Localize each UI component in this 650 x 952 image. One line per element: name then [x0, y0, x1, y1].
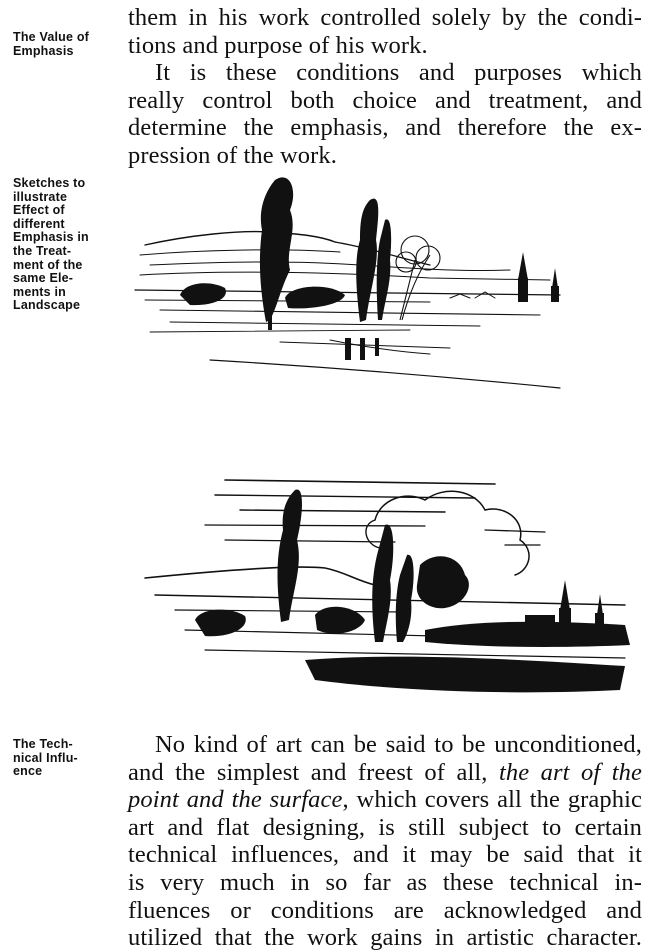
text-line: determine the emphasis, and therefore the ex-	[128, 114, 642, 142]
landscape-sketch-bold	[145, 470, 640, 715]
margin-note-line: the Treat-	[13, 243, 72, 258]
margin-note-technical-influence	[13, 738, 78, 779]
margin-note-line: Landscape	[13, 298, 81, 313]
text-line: them in his work controlled solely by the condi-	[128, 4, 642, 31]
margin-note-line: nical Influ-	[13, 750, 78, 765]
text-line: It is these conditions and purposes which	[155, 59, 642, 87]
margin-note-line: ment of the	[13, 257, 83, 272]
text-line: tions and purpose of his work.	[128, 31, 428, 59]
top-paragraph	[128, 4, 642, 170]
margin-note-line: ments in	[13, 284, 66, 299]
text-line: art and flat designing, is still subject to certain	[128, 813, 642, 841]
text-line	[128, 786, 642, 814]
margin-note-line: ence	[13, 764, 43, 779]
text-line: No kind of art can be said to be unconditioned,	[155, 731, 642, 758]
text-line: fluences or conditions are acknowledged and	[128, 896, 642, 924]
margin-note-line: The Value of	[13, 30, 90, 44]
margin-note-line: same Ele-	[13, 271, 74, 286]
margin-note-line: Emphasis	[13, 43, 74, 58]
text-line: pression of the work.	[128, 141, 337, 169]
text-segment: , which covers all the graphic	[342, 786, 642, 814]
margin-note-line: Sketches to	[13, 176, 86, 190]
margin-note-line: different	[13, 216, 65, 231]
italic-phrase: point and the surface	[128, 786, 343, 814]
landscape-sketch-light	[130, 170, 570, 395]
text-segment: and the simplest and freest of all,	[128, 758, 499, 786]
margin-note-line: Effect of	[13, 203, 65, 218]
bottom-paragraph	[128, 731, 642, 952]
italic-phrase: the art of the	[498, 758, 642, 786]
margin-note-line: The Tech-	[13, 737, 73, 751]
text-line: technical influences, and it may be said that it	[128, 841, 642, 869]
margin-note-value-of-emphasis	[13, 31, 89, 58]
text-line: really control both choice and treatment, and	[128, 86, 642, 114]
margin-note-line: illustrate	[13, 189, 68, 204]
text-line: is very much in so far as these technical in-	[128, 868, 642, 896]
margin-note-sketches	[13, 177, 89, 313]
margin-note-line: Emphasis in	[13, 230, 89, 245]
text-line: utilized that the work gains in artistic character.	[128, 924, 642, 952]
text-line	[128, 759, 642, 787]
